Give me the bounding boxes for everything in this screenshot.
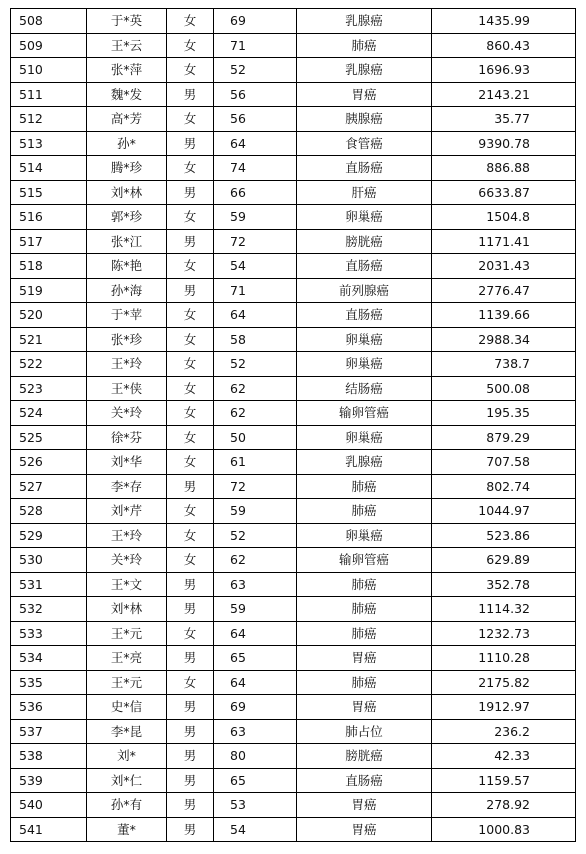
age-cell: 54 [214, 817, 297, 842]
amount-cell: 195.35 [432, 401, 576, 426]
age-cell: 71 [214, 278, 297, 303]
patient-name-cell: 孙*海 [87, 278, 167, 303]
patient-name-cell: 刘*林 [87, 180, 167, 205]
amount-cell: 1000.83 [432, 817, 576, 842]
amount-cell: 707.58 [432, 450, 576, 475]
patient-name-cell: 董* [87, 817, 167, 842]
row-number-cell: 533 [11, 621, 87, 646]
amount-cell: 500.08 [432, 376, 576, 401]
diagnosis-cell: 直肠癌 [297, 156, 432, 181]
patient-name-cell: 腾*珍 [87, 156, 167, 181]
diagnosis-cell: 卵巢癌 [297, 327, 432, 352]
amount-cell: 35.77 [432, 107, 576, 132]
patient-name-cell: 关*玲 [87, 548, 167, 573]
patient-name-cell: 王*玲 [87, 352, 167, 377]
table-row [11, 107, 576, 132]
table-row [11, 278, 576, 303]
row-number-cell: 526 [11, 450, 87, 475]
diagnosis-cell: 卵巢癌 [297, 352, 432, 377]
amount-cell: 1044.97 [432, 499, 576, 524]
age-cell: 65 [214, 646, 297, 671]
sex-cell: 男 [167, 719, 214, 744]
patient-name-cell: 于*苹 [87, 303, 167, 328]
patient-name-cell: 陈*艳 [87, 254, 167, 279]
row-number-cell: 514 [11, 156, 87, 181]
age-cell: 69 [214, 695, 297, 720]
row-number-cell: 536 [11, 695, 87, 720]
sex-cell: 女 [167, 303, 214, 328]
sex-cell: 男 [167, 646, 214, 671]
table-row [11, 327, 576, 352]
patient-name-cell: 王*元 [87, 621, 167, 646]
amount-cell: 2143.21 [432, 82, 576, 107]
age-cell: 63 [214, 572, 297, 597]
age-cell: 66 [214, 180, 297, 205]
sex-cell: 女 [167, 499, 214, 524]
age-cell: 58 [214, 327, 297, 352]
diagnosis-cell: 膀胱癌 [297, 229, 432, 254]
age-cell: 59 [214, 499, 297, 524]
sex-cell: 女 [167, 254, 214, 279]
amount-cell: 860.43 [432, 33, 576, 58]
diagnosis-cell: 直肠癌 [297, 254, 432, 279]
age-cell: 56 [214, 82, 297, 107]
table-row [11, 548, 576, 573]
diagnosis-cell: 卵巢癌 [297, 425, 432, 450]
sex-cell: 男 [167, 180, 214, 205]
table-row [11, 621, 576, 646]
table-row [11, 254, 576, 279]
sex-cell: 女 [167, 548, 214, 573]
row-number-cell: 534 [11, 646, 87, 671]
row-number-cell: 521 [11, 327, 87, 352]
patient-name-cell: 徐*芬 [87, 425, 167, 450]
age-cell: 63 [214, 719, 297, 744]
amount-cell: 1696.93 [432, 58, 576, 83]
amount-cell: 523.86 [432, 523, 576, 548]
age-cell: 71 [214, 33, 297, 58]
table-row [11, 33, 576, 58]
amount-cell: 2988.34 [432, 327, 576, 352]
amount-cell: 886.88 [432, 156, 576, 181]
diagnosis-cell: 胃癌 [297, 646, 432, 671]
table-row [11, 499, 576, 524]
diagnosis-cell: 卵巢癌 [297, 523, 432, 548]
diagnosis-cell: 前列腺癌 [297, 278, 432, 303]
sex-cell: 男 [167, 695, 214, 720]
table-row [11, 474, 576, 499]
age-cell: 54 [214, 254, 297, 279]
table-row [11, 376, 576, 401]
diagnosis-cell: 肺癌 [297, 621, 432, 646]
sex-cell: 女 [167, 621, 214, 646]
diagnosis-cell: 乳腺癌 [297, 58, 432, 83]
patient-name-cell: 刘* [87, 744, 167, 769]
diagnosis-cell: 肺癌 [297, 670, 432, 695]
row-number-cell: 517 [11, 229, 87, 254]
sex-cell: 男 [167, 474, 214, 499]
patient-name-cell: 于*英 [87, 9, 167, 34]
patient-name-cell: 史*信 [87, 695, 167, 720]
amount-cell: 2776.47 [432, 278, 576, 303]
row-number-cell: 541 [11, 817, 87, 842]
sex-cell: 女 [167, 58, 214, 83]
diagnosis-cell: 胰腺癌 [297, 107, 432, 132]
diagnosis-cell: 肺癌 [297, 33, 432, 58]
diagnosis-cell: 输卵管癌 [297, 401, 432, 426]
age-cell: 62 [214, 401, 297, 426]
amount-cell: 738.7 [432, 352, 576, 377]
table-row [11, 352, 576, 377]
row-number-cell: 513 [11, 131, 87, 156]
table-row [11, 523, 576, 548]
row-number-cell: 527 [11, 474, 87, 499]
table-row [11, 58, 576, 83]
sex-cell: 男 [167, 768, 214, 793]
amount-cell: 352.78 [432, 572, 576, 597]
patient-name-cell: 高*芳 [87, 107, 167, 132]
amount-cell: 1139.66 [432, 303, 576, 328]
amount-cell: 1171.41 [432, 229, 576, 254]
age-cell: 64 [214, 621, 297, 646]
age-cell: 50 [214, 425, 297, 450]
patient-table-container [10, 8, 576, 842]
age-cell: 64 [214, 131, 297, 156]
row-number-cell: 515 [11, 180, 87, 205]
age-cell: 65 [214, 768, 297, 793]
sex-cell: 女 [167, 327, 214, 352]
row-number-cell: 540 [11, 793, 87, 818]
row-number-cell: 511 [11, 82, 87, 107]
amount-cell: 278.92 [432, 793, 576, 818]
patient-name-cell: 王*元 [87, 670, 167, 695]
amount-cell: 1110.28 [432, 646, 576, 671]
table-row [11, 401, 576, 426]
patient-name-cell: 王*玲 [87, 523, 167, 548]
diagnosis-cell: 结肠癌 [297, 376, 432, 401]
sex-cell: 女 [167, 670, 214, 695]
row-number-cell: 539 [11, 768, 87, 793]
sex-cell: 女 [167, 425, 214, 450]
row-number-cell: 529 [11, 523, 87, 548]
diagnosis-cell: 食管癌 [297, 131, 432, 156]
age-cell: 62 [214, 548, 297, 573]
age-cell: 62 [214, 376, 297, 401]
row-number-cell: 508 [11, 9, 87, 34]
sex-cell: 男 [167, 278, 214, 303]
row-number-cell: 512 [11, 107, 87, 132]
sex-cell: 女 [167, 352, 214, 377]
table-row [11, 425, 576, 450]
age-cell: 61 [214, 450, 297, 475]
sex-cell: 男 [167, 817, 214, 842]
amount-cell: 9390.78 [432, 131, 576, 156]
diagnosis-cell: 膀胱癌 [297, 744, 432, 769]
amount-cell: 1159.57 [432, 768, 576, 793]
table-row [11, 646, 576, 671]
patient-name-cell: 刘*华 [87, 450, 167, 475]
row-number-cell: 538 [11, 744, 87, 769]
row-number-cell: 531 [11, 572, 87, 597]
patient-name-cell: 王*亮 [87, 646, 167, 671]
table-row [11, 156, 576, 181]
sex-cell: 女 [167, 401, 214, 426]
row-number-cell: 509 [11, 33, 87, 58]
age-cell: 64 [214, 303, 297, 328]
sex-cell: 女 [167, 9, 214, 34]
patient-name-cell: 刘*芹 [87, 499, 167, 524]
diagnosis-cell: 卵巢癌 [297, 205, 432, 230]
sex-cell: 男 [167, 597, 214, 622]
patient-name-cell: 王*云 [87, 33, 167, 58]
table-row [11, 9, 576, 34]
diagnosis-cell: 肺占位 [297, 719, 432, 744]
age-cell: 52 [214, 352, 297, 377]
patient-name-cell: 王*文 [87, 572, 167, 597]
age-cell: 74 [214, 156, 297, 181]
table-row [11, 572, 576, 597]
sex-cell: 男 [167, 572, 214, 597]
patient-name-cell: 关*玲 [87, 401, 167, 426]
sex-cell: 男 [167, 131, 214, 156]
patient-name-cell: 刘*仁 [87, 768, 167, 793]
patient-name-cell: 张*江 [87, 229, 167, 254]
table-body [11, 9, 576, 842]
age-cell: 56 [214, 107, 297, 132]
patient-table [10, 8, 576, 842]
sex-cell: 男 [167, 229, 214, 254]
sex-cell: 男 [167, 744, 214, 769]
diagnosis-cell: 乳腺癌 [297, 9, 432, 34]
sex-cell: 女 [167, 523, 214, 548]
row-number-cell: 520 [11, 303, 87, 328]
patient-name-cell: 刘*林 [87, 597, 167, 622]
patient-name-cell: 张*萍 [87, 58, 167, 83]
table-row [11, 670, 576, 695]
diagnosis-cell: 胃癌 [297, 817, 432, 842]
row-number-cell: 523 [11, 376, 87, 401]
sex-cell: 女 [167, 107, 214, 132]
table-row [11, 695, 576, 720]
amount-cell: 42.33 [432, 744, 576, 769]
sex-cell: 男 [167, 82, 214, 107]
row-number-cell: 522 [11, 352, 87, 377]
amount-cell: 2031.43 [432, 254, 576, 279]
diagnosis-cell: 输卵管癌 [297, 548, 432, 573]
row-number-cell: 528 [11, 499, 87, 524]
patient-name-cell: 李*昆 [87, 719, 167, 744]
row-number-cell: 516 [11, 205, 87, 230]
table-row [11, 768, 576, 793]
row-number-cell: 537 [11, 719, 87, 744]
amount-cell: 1232.73 [432, 621, 576, 646]
row-number-cell: 530 [11, 548, 87, 573]
age-cell: 53 [214, 793, 297, 818]
diagnosis-cell: 肺癌 [297, 499, 432, 524]
age-cell: 69 [214, 9, 297, 34]
diagnosis-cell: 胃癌 [297, 82, 432, 107]
patient-name-cell: 张*珍 [87, 327, 167, 352]
diagnosis-cell: 肝癌 [297, 180, 432, 205]
table-row [11, 180, 576, 205]
age-cell: 72 [214, 229, 297, 254]
table-row [11, 793, 576, 818]
diagnosis-cell: 直肠癌 [297, 768, 432, 793]
diagnosis-cell: 胃癌 [297, 793, 432, 818]
sex-cell: 女 [167, 205, 214, 230]
amount-cell: 802.74 [432, 474, 576, 499]
sex-cell: 女 [167, 156, 214, 181]
diagnosis-cell: 直肠癌 [297, 303, 432, 328]
diagnosis-cell: 肺癌 [297, 572, 432, 597]
patient-name-cell: 孙*有 [87, 793, 167, 818]
table-row [11, 719, 576, 744]
table-row [11, 229, 576, 254]
sex-cell: 女 [167, 376, 214, 401]
sex-cell: 女 [167, 450, 214, 475]
row-number-cell: 519 [11, 278, 87, 303]
amount-cell: 1435.99 [432, 9, 576, 34]
patient-name-cell: 魏*发 [87, 82, 167, 107]
amount-cell: 1912.97 [432, 695, 576, 720]
amount-cell: 1114.32 [432, 597, 576, 622]
table-row [11, 303, 576, 328]
age-cell: 64 [214, 670, 297, 695]
amount-cell: 2175.82 [432, 670, 576, 695]
patient-name-cell: 郭*珍 [87, 205, 167, 230]
row-number-cell: 524 [11, 401, 87, 426]
age-cell: 80 [214, 744, 297, 769]
age-cell: 59 [214, 205, 297, 230]
patient-name-cell: 孙* [87, 131, 167, 156]
amount-cell: 6633.87 [432, 180, 576, 205]
table-row [11, 597, 576, 622]
table-row [11, 817, 576, 842]
diagnosis-cell: 肺癌 [297, 474, 432, 499]
row-number-cell: 510 [11, 58, 87, 83]
row-number-cell: 518 [11, 254, 87, 279]
amount-cell: 1504.8 [432, 205, 576, 230]
age-cell: 59 [214, 597, 297, 622]
age-cell: 52 [214, 523, 297, 548]
patient-name-cell: 王*侠 [87, 376, 167, 401]
table-row [11, 131, 576, 156]
table-row [11, 450, 576, 475]
amount-cell: 879.29 [432, 425, 576, 450]
age-cell: 72 [214, 474, 297, 499]
row-number-cell: 525 [11, 425, 87, 450]
row-number-cell: 532 [11, 597, 87, 622]
diagnosis-cell: 肺癌 [297, 597, 432, 622]
patient-name-cell: 李*存 [87, 474, 167, 499]
table-row [11, 82, 576, 107]
sex-cell: 男 [167, 793, 214, 818]
row-number-cell: 535 [11, 670, 87, 695]
amount-cell: 629.89 [432, 548, 576, 573]
table-row [11, 744, 576, 769]
diagnosis-cell: 乳腺癌 [297, 450, 432, 475]
table-row [11, 205, 576, 230]
age-cell: 52 [214, 58, 297, 83]
sex-cell: 女 [167, 33, 214, 58]
diagnosis-cell: 胃癌 [297, 695, 432, 720]
amount-cell: 236.2 [432, 719, 576, 744]
